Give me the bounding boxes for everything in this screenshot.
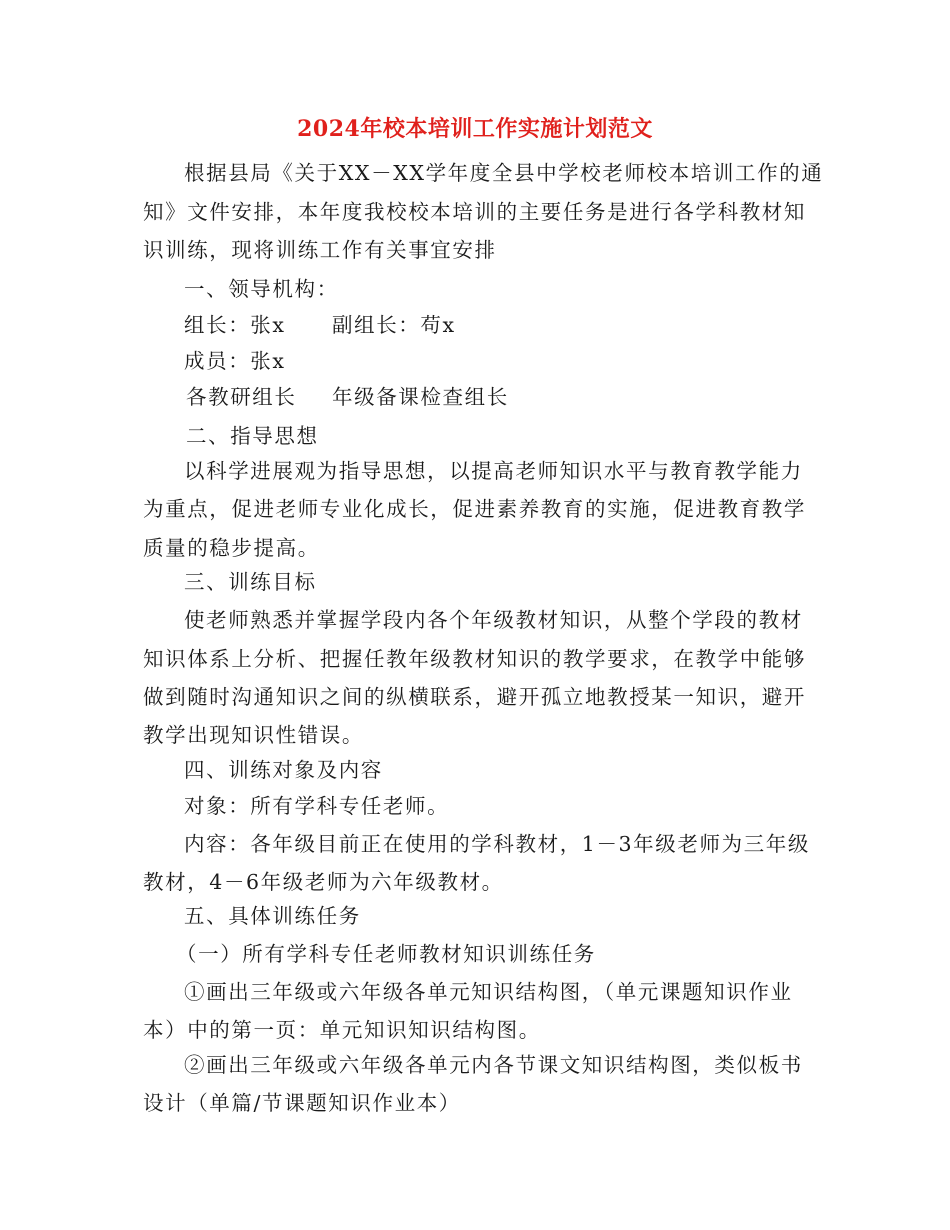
paragraph-ideology-line-1: 以科学进展观为指导思想，以提高老师知识水平与教育教学能力: [184, 459, 803, 483]
target-text: 对象：所有学科专任老师。: [184, 794, 450, 818]
task-item-2-line-2: 设计（单篇/节课题知识作业本）: [143, 1091, 461, 1115]
section-heading-training-goals: 三、训练目标: [184, 570, 317, 594]
paragraph-intro-line-3: 识训练，现将训练工作有关事宜安排: [143, 238, 497, 262]
task-item-1-line-1: ①画出三年级或六年级各单元知识结构图，（单元课题知识作业: [184, 980, 793, 1004]
paragraph-goals-line-2: 知识体系上分析、把握任教年级教材知识的教学要求，在教学中能够: [143, 647, 806, 671]
members-extra-2: 年级备课检查组长: [332, 385, 509, 409]
paragraph-ideology-line-3: 质量的稳步提高。: [143, 536, 320, 560]
paragraph-goals-line-3: 做到随时沟通知识之间的纵横联系，避开孤立地教授某一知识，避开: [143, 685, 806, 709]
paragraph-intro-line-1: 根据县局《关于XX－XX学年度全县中学校老师校本培训工作的通: [184, 161, 824, 185]
members-extra-1: 各教研组长: [186, 385, 297, 409]
paragraph-intro-line-2: 知》文件安排，本年度我校校本培训的主要任务是进行各学科教材知: [143, 200, 806, 224]
section-heading-targets-content: 四、训练对象及内容: [184, 758, 383, 782]
subsection-heading-1: （一）所有学科专任老师教材知识训练任务: [176, 942, 596, 966]
content-line-2: 教材，4－6年级老师为六年级教材。: [143, 870, 504, 894]
paragraph-ideology-line-2: 为重点，促进老师专业化成长，促进素养教育的实施，促进教育教学: [143, 497, 806, 521]
task-item-2-line-1: ②画出三年级或六年级各单元内各节课文知识结构图，类似板书: [184, 1053, 803, 1077]
content-line-1: 内容：各年级目前正在使用的学科教材，1－3年级老师为三年级: [184, 832, 810, 856]
members-text: 成员：张x: [184, 349, 286, 373]
task-item-1-line-2: 本）中的第一页：单元知识知识结构图。: [143, 1018, 541, 1042]
paragraph-goals-line-1: 使老师熟悉并掌握学段内各个年级教材知识，从整个学段的教材: [184, 608, 803, 632]
section-heading-leadership: 一、领导机构：: [184, 277, 339, 301]
paragraph-goals-line-4: 教学出现知识性错误。: [143, 723, 364, 747]
document-title: 2024年校本培训工作实施计划范文: [297, 116, 653, 142]
vice-leader-text: 副组长：苟x: [332, 313, 456, 337]
section-heading-guiding-ideology: 二、指导思想: [186, 424, 319, 448]
section-heading-specific-tasks: 五、具体训练任务: [184, 904, 361, 928]
leader-text: 组长：张x: [184, 313, 286, 337]
